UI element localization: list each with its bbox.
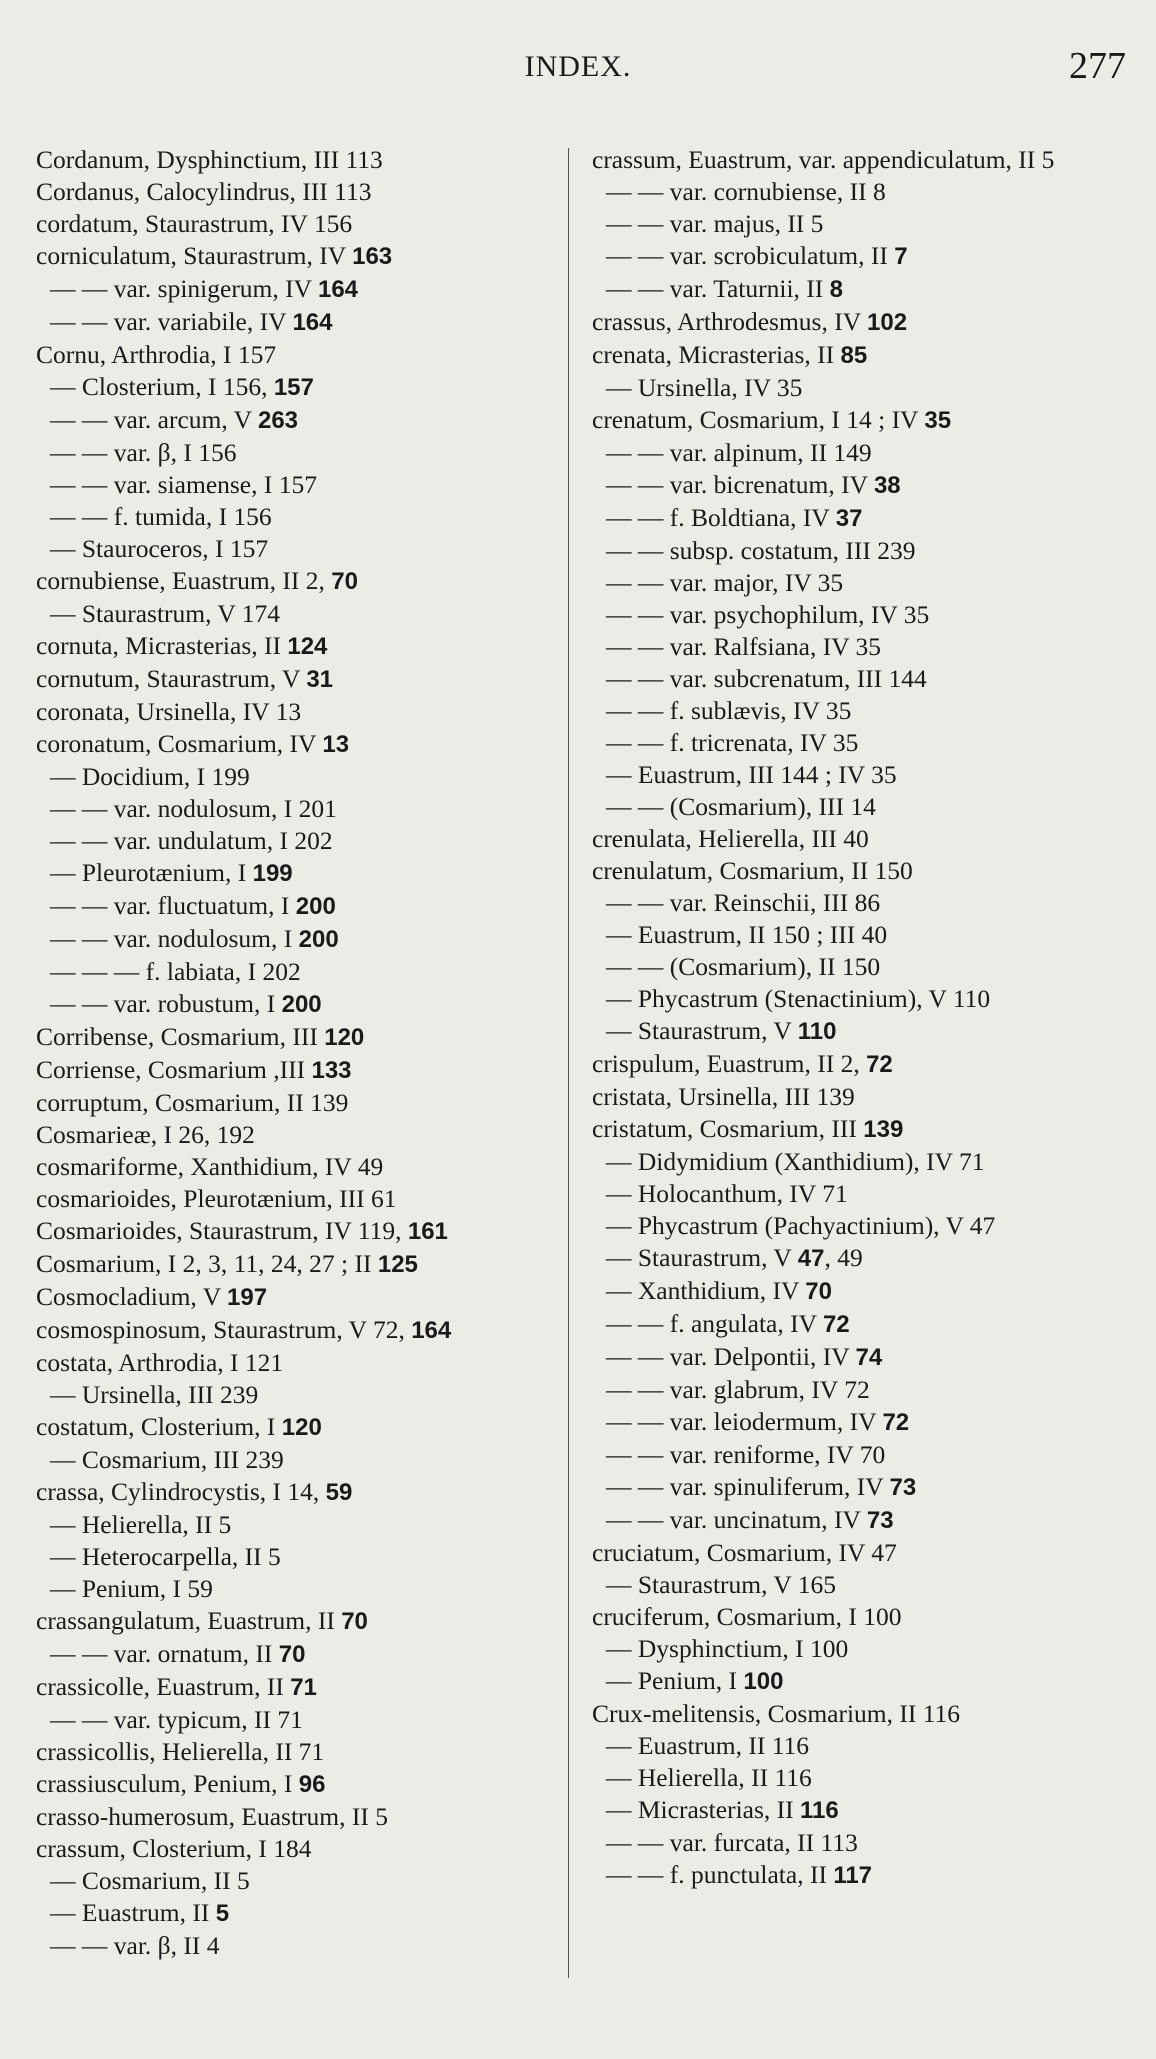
index-entry (592, 631, 1122, 663)
principal-page-ref: 8 (829, 276, 844, 303)
index-entry (36, 1087, 556, 1119)
entry-text: — Closterium, I 156, (50, 372, 274, 401)
index-entry (592, 1081, 1122, 1113)
index-entry (592, 1015, 1122, 1048)
principal-page-ref: 110 (797, 1018, 837, 1045)
index-entry (592, 1794, 1122, 1827)
entry-text: crassangulatum, Euastrum, II (36, 1606, 342, 1635)
entry-text: — — var. furcata, II 113 (606, 1828, 858, 1857)
entry-text: cosmarioides, Pleurotænium, III 61 (36, 1184, 397, 1213)
entry-text: — — var. ornatum, II (50, 1639, 279, 1668)
index-entry (592, 887, 1122, 919)
index-entry (592, 469, 1122, 502)
index-entry (36, 1801, 556, 1833)
principal-page-ref: 120 (324, 1024, 365, 1051)
principal-page-ref: 47 (797, 1245, 825, 1272)
index-column-left (36, 144, 556, 1962)
index-entry (592, 663, 1122, 695)
index-entry (36, 1704, 556, 1736)
entry-text: — Euastrum, II (50, 1898, 216, 1927)
index-entry (36, 1833, 556, 1865)
index-entry (36, 1151, 556, 1183)
principal-page-ref: 157 (273, 374, 314, 401)
entry-text: — Dysphinctium, I 100 (606, 1634, 849, 1663)
entry-text: — Holocanthum, IV 71 (606, 1179, 848, 1208)
index-entry (36, 1248, 556, 1281)
index-entry (36, 857, 556, 890)
entry-text: — — subsp. costatum, III 239 (606, 536, 916, 565)
index-entry (592, 404, 1122, 437)
principal-page-ref: 199 (252, 860, 293, 887)
entry-text: — — f. tumida, I 156 (50, 502, 272, 531)
entry-text: — — var. nodulosum, I (50, 924, 299, 953)
entry-text: Cordanus, Calocylindrus, III 113 (36, 177, 372, 206)
entry-text: crispulum, Euastrum, II 2, (592, 1049, 867, 1078)
entry-text: — Heterocarpella, II 5 (50, 1542, 281, 1571)
index-entry (36, 825, 556, 857)
principal-page-ref: 7 (894, 243, 908, 270)
page-number: 277 (1069, 45, 1126, 87)
index-entry (592, 759, 1122, 791)
entry-text: — Didymidium (Xanthidium), IV 71 (606, 1147, 985, 1176)
entry-text: Crux-melitensis, Cosmarium, II 116 (592, 1699, 961, 1728)
index-entry (36, 1509, 556, 1541)
index-entry (36, 371, 556, 404)
principal-page-ref: 164 (411, 1317, 452, 1344)
index-entry (36, 1215, 556, 1248)
index-entry (36, 339, 556, 371)
index-entry (36, 1865, 556, 1897)
entry-text: — — var. β, II 4 (50, 1931, 220, 1960)
index-entry (592, 240, 1122, 273)
entry-text: — Cosmarium, III 239 (50, 1445, 284, 1474)
principal-page-ref: 71 (290, 1674, 317, 1701)
principal-page-ref: 70 (331, 568, 358, 595)
entry-text: cordatum, Staurastrum, IV 156 (36, 209, 353, 238)
entry-text: coronata, Ursinella, IV 13 (36, 697, 302, 726)
entry-text: — — var. alpinum, II 149 (606, 438, 872, 467)
entry-text: coronatum, Cosmarium, IV (36, 729, 323, 758)
index-entry (36, 728, 556, 761)
entry-text: cruciferum, Cosmarium, I 100 (592, 1602, 902, 1631)
index-entry (36, 923, 556, 956)
principal-page-ref: 197 (227, 1284, 268, 1311)
entry-text: — — var. scrobiculatum, II (606, 241, 895, 270)
entry-text: crassum, Euastrum, var. appendiculatum, II 5 (592, 145, 1055, 174)
principal-page-ref: 200 (295, 893, 336, 920)
index-entry (36, 1897, 556, 1930)
index-entry (36, 1347, 556, 1379)
index-entry (592, 535, 1122, 567)
index-entry (592, 791, 1122, 823)
index-entry (592, 1210, 1122, 1242)
entry-text: — Docidium, I 199 (50, 762, 250, 791)
index-entry (592, 823, 1122, 855)
principal-page-ref: 73 (889, 1474, 917, 1501)
index-entry (36, 1768, 556, 1801)
entry-text: Corribense, Cosmarium, III (36, 1022, 325, 1051)
entry-text: crassiusculum, Penium, I (36, 1769, 299, 1798)
entry-text: — — var. reniforme, IV 70 (606, 1440, 886, 1469)
index-entry (36, 1605, 556, 1638)
entry-text: — — var. Delpontii, IV (606, 1342, 856, 1371)
entry-text: — Penium, I (606, 1666, 744, 1695)
entry-text: costata, Arthrodia, I 121 (36, 1348, 284, 1377)
index-column-right (592, 144, 1122, 1892)
entry-text: — — var. fluctuatum, I (50, 891, 296, 920)
principal-page-ref: 164 (317, 276, 359, 303)
entry-tail: , 49 (824, 1243, 863, 1272)
entry-text: — — var. spinuliferum, IV (606, 1472, 890, 1501)
principal-page-ref: 31 (306, 666, 334, 693)
entry-text: — Phycastrum (Stenactinium), V 110 (606, 984, 991, 1013)
index-entry (592, 1178, 1122, 1210)
entry-text: — — var. Reinschii, III 86 (606, 888, 881, 917)
entry-text: crassicolle, Euastrum, II (36, 1672, 291, 1701)
index-entry (592, 1242, 1122, 1275)
principal-page-ref: 161 (407, 1218, 448, 1245)
index-entry (592, 1439, 1122, 1471)
entry-text: costatum, Closterium, I (36, 1412, 282, 1441)
index-entry (36, 1314, 556, 1347)
entry-text: crenata, Micrasterias, II (592, 340, 841, 369)
entry-text: Cosmarioides, Staurastrum, IV 119, (36, 1216, 408, 1245)
entry-text: — Helierella, II 116 (606, 1763, 812, 1792)
principal-page-ref: 35 (924, 407, 952, 434)
index-entry (36, 1411, 556, 1444)
principal-page-ref: 263 (257, 407, 299, 434)
index-entry (36, 176, 556, 208)
index-entry (36, 761, 556, 793)
entry-text: — Helierella, II 5 (50, 1510, 232, 1539)
entry-text: — — var. Taturnii, II (606, 274, 830, 303)
index-entry (592, 144, 1122, 176)
index-entry (36, 1671, 556, 1704)
entry-text: — — var. nodulosum, I 201 (50, 794, 337, 823)
index-entry (36, 306, 556, 339)
index-entry (36, 663, 556, 696)
index-entry (36, 956, 556, 988)
index-entry (36, 565, 556, 598)
entry-text: — — f. tricrenata, IV 35 (606, 728, 859, 757)
entry-text: — — var. siamense, I 157 (50, 470, 317, 499)
index-entry (36, 988, 556, 1021)
entry-text: cornubiense, Euastrum, II 2, (36, 566, 332, 595)
entry-text: corniculatum, Staurastrum, IV (36, 241, 353, 270)
index-entry (592, 208, 1122, 240)
index-entry (36, 1119, 556, 1151)
index-entry (592, 567, 1122, 599)
entry-text: — Euastrum, II 116 (606, 1731, 810, 1760)
index-entry (36, 1638, 556, 1671)
index-entry (592, 1633, 1122, 1665)
entry-text: — — var. arcum, V (50, 405, 258, 434)
principal-page-ref: 200 (281, 991, 322, 1018)
index-entry (592, 1406, 1122, 1439)
index-entry (36, 1021, 556, 1054)
index-entry (592, 1275, 1122, 1308)
index-entry (592, 1146, 1122, 1178)
index-entry (36, 793, 556, 825)
entry-text: Corriense, Cosmarium ,III (36, 1055, 312, 1084)
index-entry (36, 630, 556, 663)
entry-text: — — var. majus, II 5 (606, 209, 824, 238)
index-entry (36, 469, 556, 501)
index-entry (592, 1569, 1122, 1601)
entry-text: cristata, Ursinella, III 139 (592, 1082, 855, 1111)
index-entry (36, 1736, 556, 1768)
entry-text: — Cosmarium, II 5 (50, 1866, 250, 1895)
column-divider (568, 148, 569, 1978)
entry-text: Cosmocladium, V (36, 1282, 228, 1311)
entry-text: — — var. variabile, IV (50, 307, 293, 336)
principal-page-ref: 102 (867, 309, 908, 336)
principal-page-ref: 116 (800, 1797, 839, 1824)
index-entry (592, 1537, 1122, 1569)
index-entry (592, 695, 1122, 727)
principal-page-ref: 85 (840, 342, 868, 369)
entry-text: — — — f. labiata, I 202 (50, 957, 301, 986)
entry-text: — — f. punctulata, II (606, 1860, 834, 1889)
entry-text: — — var. psychophilum, IV 35 (606, 600, 930, 629)
entry-text: Cosmarieæ, I 26, 192 (36, 1120, 255, 1149)
principal-page-ref: 133 (311, 1057, 352, 1084)
entry-text: — — var. major, IV 35 (606, 568, 844, 597)
index-entry (36, 240, 556, 273)
entry-text: — Ursinella, IV 35 (606, 373, 803, 402)
index-entry (36, 890, 556, 923)
entry-text: — Staurastrum, V (606, 1016, 798, 1045)
entry-text: — Staurastrum, V 174 (50, 599, 280, 628)
principal-page-ref: 120 (281, 1414, 322, 1441)
index-entry (592, 1308, 1122, 1341)
principal-page-ref: 100 (743, 1668, 784, 1695)
entry-text: — — var. leiodermum, IV (606, 1407, 883, 1436)
principal-page-ref: 13 (322, 731, 350, 758)
index-entry (36, 437, 556, 469)
entry-text: crassa, Cylindrocystis, I 14, (36, 1477, 326, 1506)
index-entry (592, 502, 1122, 535)
principal-page-ref: 117 (833, 1862, 873, 1889)
entry-text: crenulata, Helierella, III 40 (592, 824, 869, 853)
entry-text: crenulatum, Cosmarium, II 150 (592, 856, 913, 885)
index-entry (592, 306, 1122, 339)
entry-text: — — (Cosmarium), III 14 (606, 792, 876, 821)
entry-text: — Xanthidium, IV (606, 1276, 806, 1305)
principal-page-ref: 72 (866, 1051, 893, 1078)
entry-text: cornutum, Staurastrum, V (36, 664, 307, 693)
entry-text: crassum, Closterium, I 184 (36, 1834, 312, 1863)
entry-text: — Euastrum, III 144 ; IV 35 (606, 760, 897, 789)
index-entry (36, 1930, 556, 1962)
entry-text: — Euastrum, II 150 ; III 40 (606, 920, 888, 949)
index-entry (592, 372, 1122, 404)
principal-page-ref: 70 (805, 1278, 832, 1305)
index-entry (592, 1504, 1122, 1537)
entry-text: corruptum, Cosmarium, II 139 (36, 1088, 349, 1117)
entry-text: — — var. glabrum, IV 72 (606, 1375, 870, 1404)
entry-text: — — var. undulatum, I 202 (50, 826, 333, 855)
index-entry (36, 404, 556, 437)
principal-page-ref: 72 (882, 1409, 910, 1436)
index-entry (592, 437, 1122, 469)
index-entry (592, 1698, 1122, 1730)
principal-page-ref: 73 (866, 1507, 894, 1534)
principal-page-ref: 163 (352, 243, 393, 270)
entry-text: — — var. bicrenatum, IV (606, 470, 874, 499)
index-entry (592, 1048, 1122, 1081)
entry-text: — — var. cornubiense, II 8 (606, 177, 886, 206)
principal-page-ref: 164 (292, 309, 333, 336)
index-entry (36, 501, 556, 533)
principal-page-ref: 70 (278, 1641, 306, 1668)
index-entry (36, 1573, 556, 1605)
principal-page-ref: 70 (341, 1608, 368, 1635)
entry-text: — — (Cosmarium), II 150 (606, 952, 881, 981)
index-entry (592, 1730, 1122, 1762)
principal-page-ref: 200 (298, 926, 339, 953)
page-title: INDEX. (524, 50, 632, 83)
index-entry (36, 273, 556, 306)
entry-text: — — var. subcrenatum, III 144 (606, 664, 927, 693)
index-entry (592, 273, 1122, 306)
index-entry (36, 1476, 556, 1509)
principal-page-ref: 72 (822, 1311, 850, 1338)
entry-text: cornuta, Micrasterias, II (36, 631, 288, 660)
entry-text: — Ursinella, III 239 (50, 1380, 259, 1409)
entry-text: — — f. sublævis, IV 35 (606, 696, 852, 725)
entry-text: crassus, Arthrodesmus, IV (592, 307, 868, 336)
index-entry (592, 919, 1122, 951)
principal-page-ref: 74 (855, 1344, 883, 1371)
principal-page-ref: 5 (215, 1900, 230, 1927)
entry-text: — — var. Ralfsiana, IV 35 (606, 632, 882, 661)
entry-text: — — var. uncinatum, IV (606, 1505, 867, 1534)
index-entry (592, 983, 1122, 1015)
index-entry (36, 533, 556, 565)
principal-page-ref: 124 (287, 633, 328, 660)
entry-text: — — f. Boldtiana, IV (606, 503, 836, 532)
index-entry (592, 1341, 1122, 1374)
entry-text: — Micrasterias, II (606, 1795, 801, 1824)
entry-text: — Staurastrum, V (606, 1243, 798, 1272)
index-entry (592, 1471, 1122, 1504)
index-entry (36, 1054, 556, 1087)
entry-text: — Penium, I 59 (50, 1574, 213, 1603)
principal-page-ref: 125 (377, 1251, 418, 1278)
entry-text: cristatum, Cosmarium, III (592, 1114, 864, 1143)
index-entry (36, 144, 556, 176)
entry-text: — Stauroceros, I 157 (50, 534, 269, 563)
index-entry (592, 1762, 1122, 1794)
entry-text: — Staurastrum, V 165 (606, 1570, 836, 1599)
entry-text: crassicollis, Helierella, II 71 (36, 1737, 325, 1766)
index-entry (36, 1183, 556, 1215)
index-entry (592, 1601, 1122, 1633)
entry-text: cruciatum, Cosmarium, IV 47 (592, 1538, 897, 1567)
entry-text: Cordanum, Dysphinctium, III 113 (36, 145, 383, 174)
principal-page-ref: 59 (325, 1479, 353, 1506)
index-entry (592, 599, 1122, 631)
entry-text: — — var. spinigerum, IV (50, 274, 318, 303)
index-entry (36, 1444, 556, 1476)
entry-text: — — var. β, I 156 (50, 438, 237, 467)
principal-page-ref: 96 (298, 1771, 326, 1798)
index-entry (36, 1541, 556, 1573)
principal-page-ref: 37 (835, 505, 863, 532)
index-entry (36, 1379, 556, 1411)
index-entry (592, 855, 1122, 887)
index-entry (592, 727, 1122, 759)
entry-text: — — f. angulata, IV (606, 1309, 823, 1338)
principal-page-ref: 38 (873, 472, 901, 499)
entry-text: crasso-humerosum, Euastrum, II 5 (36, 1802, 388, 1831)
index-entry (592, 339, 1122, 372)
index-entry (592, 1859, 1122, 1892)
index-entry (592, 1827, 1122, 1859)
principal-page-ref: 139 (863, 1116, 904, 1143)
index-entry (36, 598, 556, 630)
index-entry (36, 696, 556, 728)
entry-text: cosmospinosum, Staurastrum, V 72, (36, 1315, 412, 1344)
entry-text: Cosmarium, I 2, 3, 11, 24, 27 ; II (36, 1249, 378, 1278)
index-entry (36, 208, 556, 240)
entry-text: — — var. typicum, II 71 (50, 1705, 303, 1734)
entry-text: Cornu, Arthrodia, I 157 (36, 340, 277, 369)
entry-text: — Pleurotænium, I (50, 858, 253, 887)
index-entry (592, 1113, 1122, 1146)
index-entry (592, 1374, 1122, 1406)
entry-text: — — var. robustum, I (50, 989, 282, 1018)
index-entry (592, 951, 1122, 983)
entry-text: crenatum, Cosmarium, I 14 ; IV (592, 405, 925, 434)
index-entry (36, 1281, 556, 1314)
index-entry (592, 1665, 1122, 1698)
index-entry (592, 176, 1122, 208)
entry-text: cosmariforme, Xanthidium, IV 49 (36, 1152, 384, 1181)
entry-text: — Phycastrum (Pachyactinium), V 47 (606, 1211, 996, 1240)
